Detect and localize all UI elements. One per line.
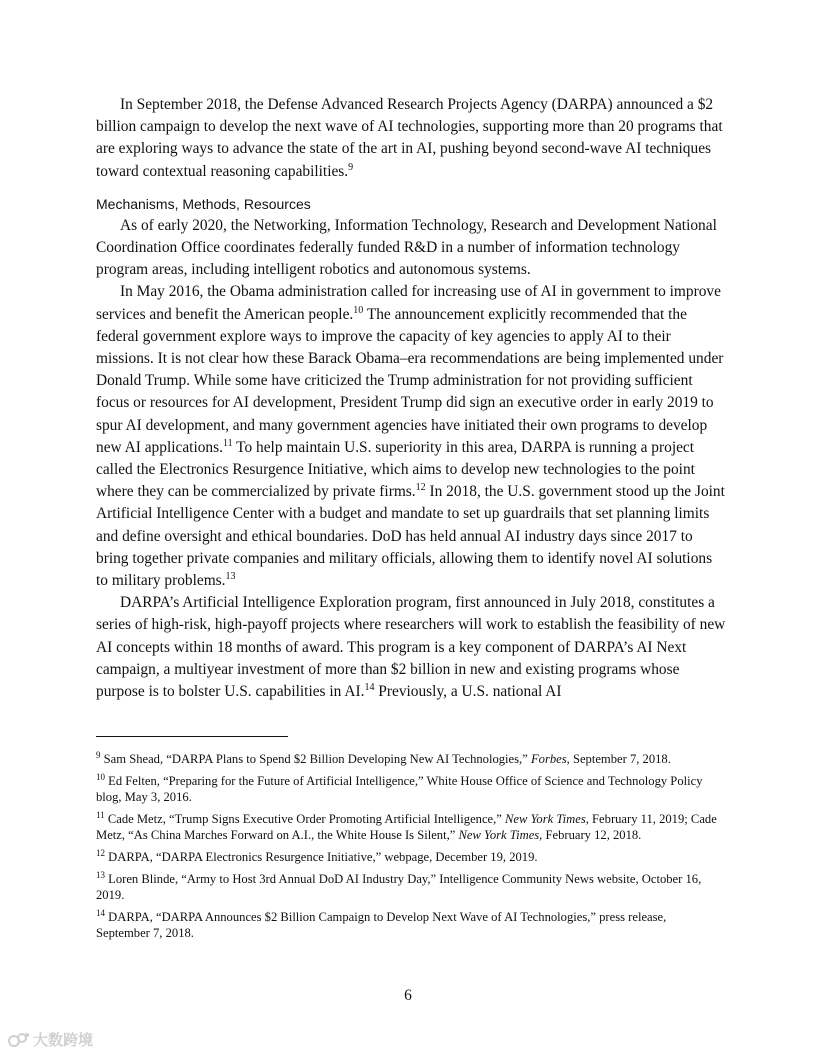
footnote-ref[interactable]: 13 xyxy=(225,571,236,583)
footnote-9 xyxy=(96,751,720,767)
footnote-text: Sam Shead, “DARPA Plans to Spend $2 Billion Developing New AI Technologies,” xyxy=(103,752,531,766)
watermark xyxy=(8,1029,93,1050)
footnote-text: February 12, 2018. xyxy=(542,828,642,842)
paragraph-text: DARPA’s Artificial Intelligence Exploration program, first announced in July 2018, constitutes a series of high-risk, high-payoff projects where researchers will work to establish the feasibility of new AI concepts within 18 months of award. This program is a key component of DARPA’s AI Next campaign, a multiyear investment of more than $2 billion in new and existing programs whose purpose is to bolster U.S. capabilities in AI. xyxy=(96,594,726,701)
footnote-ref[interactable]: 14 xyxy=(364,682,375,694)
watermark-logo-icon xyxy=(8,1032,30,1048)
paragraph-text: In May 2016, the Obama administration called for increasing use of AI in government to improve services and benefit the American people. xyxy=(96,283,721,323)
paragraph-text: In 2018, the U.S. government stood up the Joint Artificial Intelligence Center with a budget and mandate to set up guardrails that set planning limits and define oversight and ethical boundaries. DoD has held annual AI industry days since 2017 to bring together private companies and military officials, allowing them to identify novel AI solutions to military problems. xyxy=(96,483,725,590)
footnote-text: , September 7, 2018. xyxy=(566,752,671,766)
paragraph-text: As of early 2020, the Networking, Information Technology, Research and Development National Coordination Office coordinates federally funded R&D in a number of information technology program areas, including intelligent robotics and autonomous systems. xyxy=(96,216,717,279)
footnote-text: February 11, 2019; Cade Metz, “As China Marches Forward on A.I., the White House Is Silent,” xyxy=(96,812,717,842)
paragraph-text: Previously, a U.S. national AI xyxy=(374,683,562,701)
footnote-number: 9 xyxy=(96,750,101,760)
footnote-text: Loren Blinde, “Army to Host 3rd Annual DoD AI Industry Day,” Intelligence Community News website, October 16, 2019. xyxy=(96,872,702,902)
section-heading: Mechanisms, Methods, Resources xyxy=(96,195,311,212)
footnote-number: 11 xyxy=(96,810,105,820)
publication-title: New York Times, xyxy=(458,828,543,842)
footnote-number: 12 xyxy=(96,848,105,858)
footnote-ref[interactable]: 9 xyxy=(348,161,354,173)
paragraph-obama-trump xyxy=(96,281,726,592)
footnote-10 xyxy=(96,773,720,805)
footnote-text: Cade Metz, “Trump Signs Executive Order Promoting Artificial Intelligence,” xyxy=(107,812,506,826)
paragraph-darpa-campaign xyxy=(96,94,726,183)
footnote-13 xyxy=(96,871,720,903)
footnote-divider xyxy=(96,736,288,737)
footnotes xyxy=(96,751,720,947)
footnote-text: DARPA, “DARPA Announces $2 Billion Campaign to Develop Next Wave of AI Technologies,” press release, September 7, 2018. xyxy=(96,910,667,940)
footnote-14 xyxy=(96,909,720,941)
page-number: 6 xyxy=(404,987,412,1004)
paragraph-text: In September 2018, the Defense Advanced Research Projects Agency (DARPA) announced a $2 billion campaign to develop the next wave of AI technologies, supporting more than 20 programs that are exploring ways to advance the state of the art in AI, pushing beyond second-wave AI techniques toward contextual reasoning capabilities. xyxy=(96,96,723,180)
footnote-ref[interactable]: 11 xyxy=(222,437,233,449)
publication-title: Forbes xyxy=(530,752,567,766)
footnote-number: 14 xyxy=(96,908,105,918)
footnote-text: Ed Felten, “Preparing for the Future of Artificial Intelligence,” White House Office of Science and Technology Policy blog, May 3, 2016. xyxy=(96,774,703,804)
main-text xyxy=(96,94,726,703)
paragraph-ai-exploration xyxy=(96,592,726,703)
watermark-text: 大数跨境 xyxy=(33,1031,94,1049)
footnote-number: 13 xyxy=(96,870,105,880)
footnote-11 xyxy=(96,811,720,843)
paragraph-text: The announcement explicitly recommended that the federal government explore ways to improve the capacity of key agencies to apply AI to their missions. It is not clear how these Barack Obama–era recommendations are being implemented under Donald Trump. While some have criticized the Trump administration for not providing sufficient focus or resources for AI development, President Trump did sign an executive order in early 2019 to spur AI development, and many government agencies have initiated their own programs to develop new AI applications. xyxy=(96,305,724,456)
paragraph-text: To help maintain U.S. superiority in this area, DARPA is running a project called the Electronics Resurgence Initiative, which aims to develop new technologies to the point where they can be commercialized by private firms. xyxy=(96,438,695,501)
footnote-ref[interactable]: 12 xyxy=(415,482,426,494)
footnote-number: 10 xyxy=(96,772,105,782)
publication-title: New York Times, xyxy=(505,812,589,826)
footnote-12 xyxy=(96,849,720,865)
paragraph-nitrd xyxy=(96,215,726,282)
footnote-ref[interactable]: 10 xyxy=(353,304,364,316)
footnote-text: DARPA, “DARPA Electronics Resurgence Initiative,” webpage, December 19, 2019. xyxy=(108,850,538,864)
